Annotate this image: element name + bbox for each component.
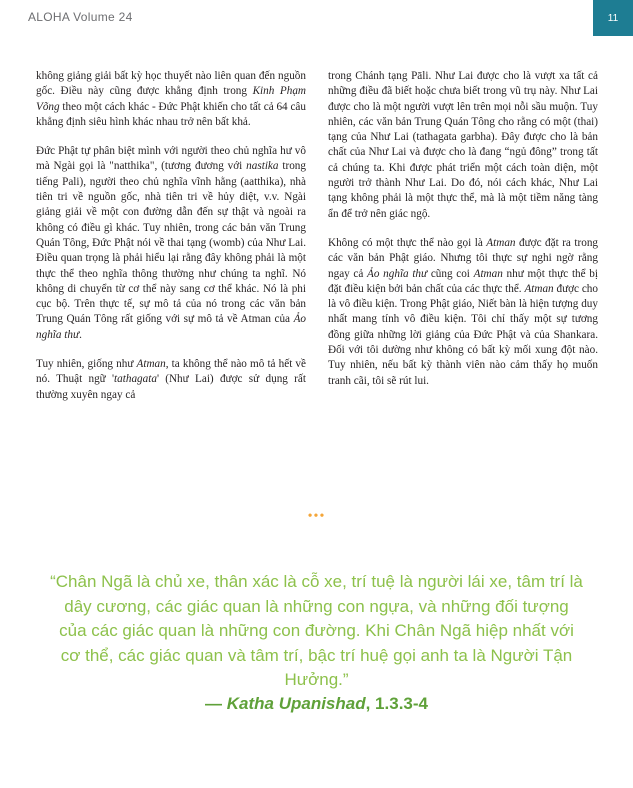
paragraph: Không có một thực thể nào gọi là Atman được đặt ra trong các văn bản Phật giáo. Nhưng tôi thực sự nghi ngờ rằng ngay cả Ảo nghĩa thư cũng coi Atman như một thực thể bị đặt điều kiện bởi bản chất của các thực thể. Atman được cho là vô điều kiện. Trong Phật giáo, Niết bàn là hiện tượng duy nhất mang tính vô điều kiện. Tôi chỉ thấy một sự tương đồng giữa những lời giảng của Đức Phật và của Shankara. Đối với tôi dường như không có bất kỳ mối xung đột nào. Tuy nhiên, nếu bất kỳ thành viên nào cảm thấy họ muốn tranh cãi, tôi sẽ rút lui.: [328, 236, 599, 387]
paragraph: Tuy nhiên, giống như Atman, ta không thể nào mô tả hết về nó. Thuật ngữ 'tathagata' (Như Lai) được sử dụng rất thường xuyên ngay cả: [36, 358, 306, 401]
page-number-badge: 11: [593, 0, 633, 36]
left-column: [36, 69, 306, 417]
paragraph: trong Chánh tạng Pāli. Như Lai được cho là vượt xa tất cả những điều đã biết hoặc chưa biết trong vũ trụ này. Như Lai được cho là một người vượt lên trên mọi nỗi sầu muộn. Tuy nhiên, các văn bản Trung Quán Tông cho rằng có một (thai) tạng của Như Lai (tathagata garbha). Đây được cho là bản chất của Như Lai và được cho là đang “ngủ đông” trong tất cả chúng ta. Khi được phát triển một cách toàn diện, một người trở thành Như Lai. Do đó, nói cách khác, Như Lai tạng không phải là một thực thể, mà là một tiềm năng tàng ẩn để trở nên giác ngộ.: [328, 70, 598, 220]
right-column: [328, 69, 598, 403]
magazine-title: ALOHA Volume 24: [28, 10, 133, 24]
paragraph: không giảng giải bất kỳ học thuyết nào liên quan đến nguồn gốc. Điều này cũng được khẳng định trong Kinh Phạm Võng theo một cách khác - Đức Phật khiến cho tất cả 64 câu khẳng định siêu hình khác nhau trở nên bất khả.: [36, 70, 307, 128]
separator-dots: •••: [307, 509, 326, 524]
quote-source: Katha Upanishad: [226, 694, 366, 713]
quote-attribution: — Katha Upanishad, 1.3.3-4: [205, 694, 428, 713]
pull-quote: “Chân Ngã là chủ xe, thân xác là cỗ xe, trí tuệ là người lái xe, tâm trí là dây cương, các giác quan là những con ngựa, và những đối tượng của các giác quan là những con đường. Khi Chân Ngã hiệp nhất với cơ thể, các giác quan và tâm trí, bậc trí huệ gọi anh ta là Người Tận Hưởng.”: [50, 572, 583, 689]
paragraph: Đức Phật tự phân biệt mình với người theo chủ nghĩa hư vô mà Ngài gọi là "natthika", (tương đương với nastika trong tiếng Pali), người theo chủ nghĩa vĩnh hằng (aatthika), nhà tiên tri về nguồn gốc, nhà tiên tri về hủy diệt, v.v. Ngài giảng giải về một con đường dẫn đến sự thật và ngoài ra không có điều gì khác. Tuy nhiên, trong các bản văn Trung Quán Tông, Đức Phật nói về thai tạng (womb) của Như Lai. Điều quan trọng là phải hiểu lại rằng đây không phải là một thực thể theo nghĩa thông thường như chúng ta nghĩ. Nó không di chuyển từ cơ thể này sang cơ thể khác. Nó là phi cục bộ. Trên thực tế, sự mô tả của nó trong các văn bản Trung Quán Tông rất giống với sự mô tả về Atman của Ảo nghĩa thư.: [36, 145, 306, 341]
